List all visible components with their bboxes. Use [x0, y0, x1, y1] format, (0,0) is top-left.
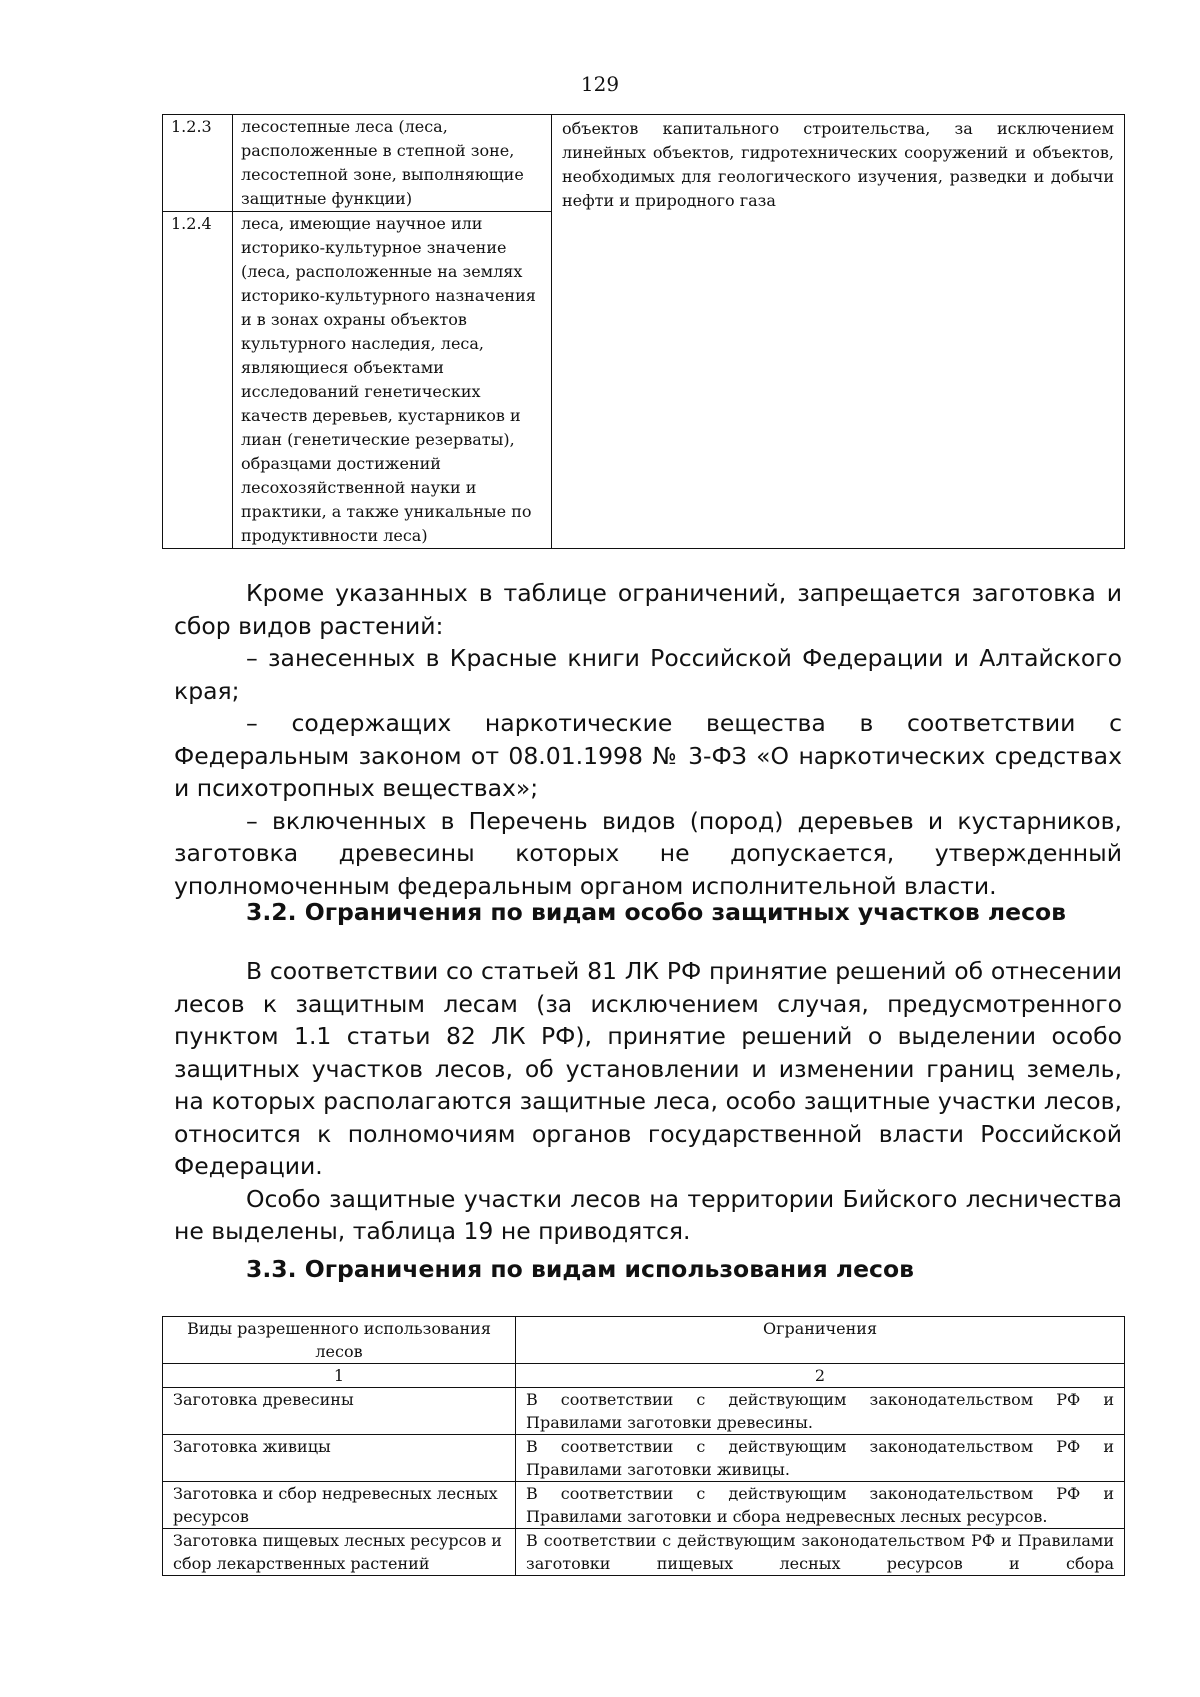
row-number: 1.2.3: [163, 115, 233, 212]
column-number: 1: [163, 1364, 516, 1388]
table-row: [163, 1435, 1125, 1482]
restrictions-text-block: [174, 577, 1122, 902]
protective-forests-table: [162, 114, 1125, 549]
section-heading-3-2: 3.2. Ограничения по видам особо защитных участков лесов: [246, 898, 1067, 926]
section-heading-3-3: 3.3. Ограничения по видам использования лесов: [246, 1255, 914, 1283]
section-3-2-text: [174, 955, 1122, 1248]
column-header: Ограничения: [516, 1317, 1125, 1364]
use-restriction: В соответствии с действующим законодательством РФ и Правилами заготовки живицы.: [516, 1435, 1125, 1482]
use-type: Заготовка древесины: [163, 1388, 516, 1435]
use-type: Заготовка и сбор недревесных лесных ресурсов: [163, 1482, 516, 1529]
table-row: [163, 1388, 1125, 1435]
column-number: 2: [516, 1364, 1125, 1388]
table-row: [163, 1529, 1125, 1576]
forest-category: леса, имеющие научное или историко-культурное значение (леса, расположенные на землях историко-культурного назначения и в зонах охраны объектов культурного наследия, леса, являющиеся объектами исследований генетических качеств деревьев, кустарников и лиан (генетические резерваты), образцами достижений лесохозяйственной науки и практики, а также уникальные по продуктивности леса): [233, 212, 552, 549]
forest-use-restrictions-table: [162, 1316, 1125, 1576]
use-restriction: В соответствии с действующим законодательством РФ и Правилами заготовки пищевых лесных ресурсов и сбора: [516, 1529, 1125, 1576]
use-type: Заготовка пищевых лесных ресурсов и сбор лекарственных растений: [163, 1529, 516, 1576]
table-row: [163, 115, 1125, 212]
table-row: [163, 1482, 1125, 1529]
restriction-text: объектов капитального строительства, за исключением линейных объектов, гидротехнических сооружений и объектов, необходимых для геологического изучения, разведки и добычи нефти и природного газа: [552, 115, 1125, 549]
row-number: 1.2.4: [163, 212, 233, 549]
paragraph: В соответствии со статьей 81 ЛК РФ принятие решений об отнесении лесов к защитным лесам (за исключением случая, предусмотренного пунктом 1.1 статьи 82 ЛК РФ), принятие решений о выделении особо защитных участков лесов, об установлении и изменении границ земель, на которых располагаются защитные леса, особо защитные участки лесов, относится к полномочиям органов государственной власти Российской Федерации.: [174, 957, 1122, 1180]
page-number: 129: [580, 72, 620, 96]
list-item: – содержащих наркотические вещества в соответствии с Федеральным законом от 08.01.1998 № 3-ФЗ «О наркотических средствах и психотропных веществах»;: [174, 709, 1122, 802]
list-item: – включенных в Перечень видов (пород) деревьев и кустарников, заготовка древесины которых не допускается, утвержденный уполномоченным федеральным органом исполнительной власти.: [174, 806, 1122, 900]
table-number-row: [163, 1364, 1125, 1388]
list-item: – занесенных в Красные книги Российской Федерации и Алтайского края;: [174, 644, 1122, 705]
forest-category: лесостепные леса (леса, расположенные в степной зоне, лесостепной зоне, выполняющие защитные функции): [233, 115, 552, 212]
use-type: Заготовка живицы: [163, 1435, 516, 1482]
table-header-row: [163, 1317, 1125, 1364]
paragraph: Кроме указанных в таблице ограничений, запрещается заготовка и сбор видов растений:: [174, 579, 1122, 640]
column-header: Виды разрешенного использования лесов: [163, 1317, 516, 1364]
use-restriction: В соответствии с действующим законодательством РФ и Правилами заготовки древесины.: [516, 1388, 1125, 1435]
use-restriction: В соответствии с действующим законодательством РФ и Правилами заготовки и сбора недревесных лесных ресурсов.: [516, 1482, 1125, 1529]
paragraph: Особо защитные участки лесов на территории Бийского лесничества не выделены, таблица 19 не приводятся.: [174, 1184, 1122, 1245]
